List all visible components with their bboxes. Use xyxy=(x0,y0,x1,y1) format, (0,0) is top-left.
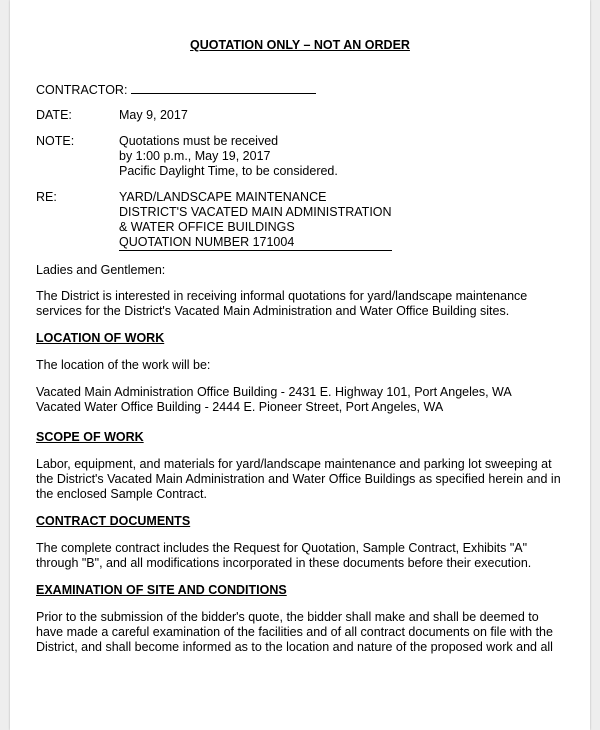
page-title: QUOTATION ONLY – NOT AN ORDER xyxy=(190,38,410,52)
examination-line: have made a careful examination of the facilities and of all contract documents on file with the xyxy=(36,625,553,639)
re-line: YARD/LANDSCAPE MAINTENANCE xyxy=(119,190,327,204)
salutation: Ladies and Gentlemen: xyxy=(36,263,166,277)
section-heading-location: LOCATION OF WORK xyxy=(36,331,165,345)
contractor-label: CONTRACTOR: xyxy=(36,83,128,97)
note-line: Pacific Daylight Time, to be considered. xyxy=(119,164,338,178)
re-line: & WATER OFFICE BUILDINGS xyxy=(119,220,295,234)
re-block xyxy=(119,190,392,251)
examination-line: District, and shall become informed as to the location and nature of the proposed work and all xyxy=(36,640,553,654)
examination-paragraph xyxy=(36,610,571,655)
contract-line: The complete contract includes the Request for Quotation, Sample Contract, Exhibits "A" xyxy=(36,541,528,555)
examination-line: Prior to the submission of the bidder's quote, the bidder shall make and shall be deemed to xyxy=(36,610,539,624)
re-line: DISTRICT'S VACATED MAIN ADMINISTRATION xyxy=(119,205,392,219)
date-value: May 9, 2017 xyxy=(119,108,188,122)
re-line xyxy=(119,235,392,251)
scope-line: Labor, equipment, and materials for yard/landscape maintenance and parking lot sweeping at xyxy=(36,457,552,471)
location-line: Vacated Water Office Building - 2444 E. Pioneer Street, Port Angeles, WA xyxy=(36,400,444,414)
contract-paragraph xyxy=(36,541,571,571)
scope-line: the District's Vacated Main Administration and Water Office Buildings as specified herein and in xyxy=(36,472,561,486)
contractor-blank-line xyxy=(131,82,316,94)
contractor-row xyxy=(36,82,316,97)
contract-line: through "B", and all modifications incorporated in these documents before their execution. xyxy=(36,556,532,570)
location-intro: The location of the work will be: xyxy=(36,358,211,372)
intro-line: services for the District's Vacated Main Administration and Water Office Building sites. xyxy=(36,304,510,318)
scope-paragraph xyxy=(36,457,571,502)
intro-paragraph xyxy=(36,289,571,319)
scope-line: the enclosed Sample Contract. xyxy=(36,487,207,501)
note-line: Quotations must be received xyxy=(119,134,279,148)
location-line: Vacated Main Administration Office Building - 2431 E. Highway 101, Port Angeles, WA xyxy=(36,385,512,399)
re-label: RE: xyxy=(36,190,57,204)
location-list xyxy=(36,385,571,415)
date-label: DATE: xyxy=(36,108,72,122)
intro-line: The District is interested in receiving informal quotations for yard/landscape maintenance xyxy=(36,289,528,303)
note-label: NOTE: xyxy=(36,134,75,148)
section-heading-examination: EXAMINATION OF SITE AND CONDITIONS xyxy=(36,583,287,597)
section-heading-contract: CONTRACT DOCUMENTS xyxy=(36,514,191,528)
quotation-number: QUOTATION NUMBER 171004 xyxy=(119,235,392,251)
section-heading-scope: SCOPE OF WORK xyxy=(36,430,144,444)
note-block xyxy=(119,134,338,179)
note-line: by 1:00 p.m., May 19, 2017 xyxy=(119,149,271,163)
